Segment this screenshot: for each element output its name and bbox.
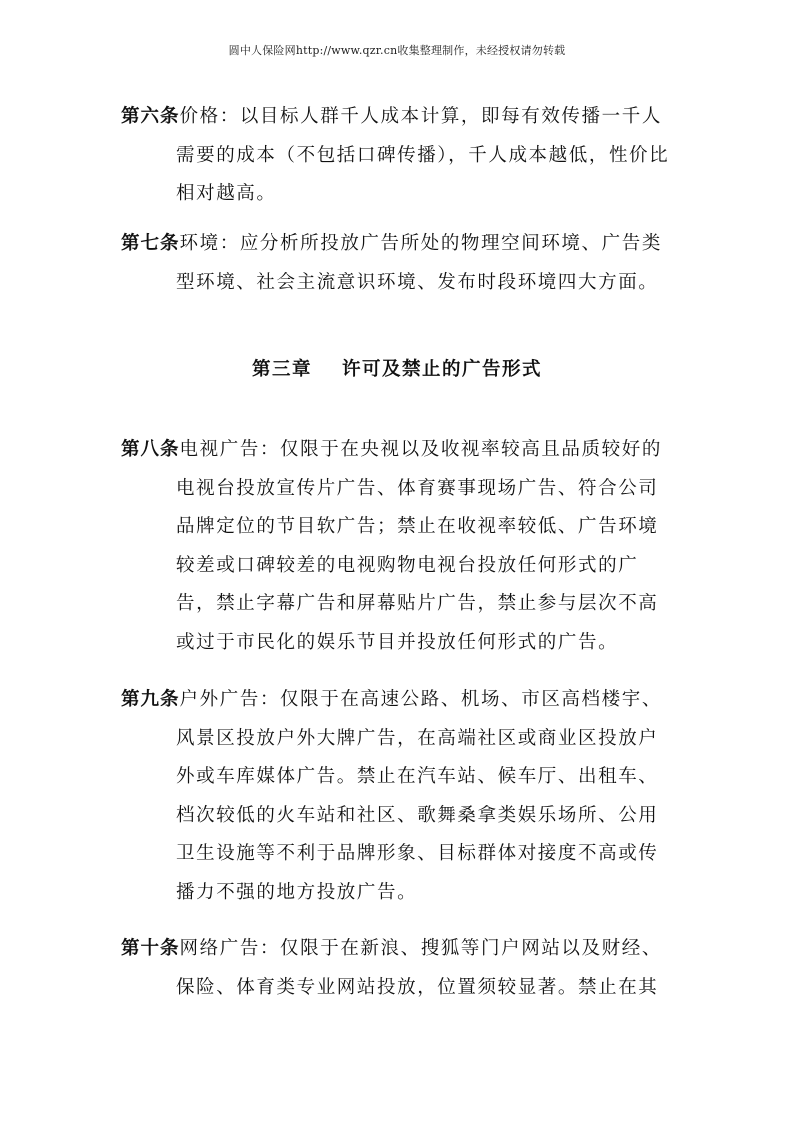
article-line: 相对越高。 xyxy=(176,183,277,204)
article-line xyxy=(121,681,677,720)
article-line xyxy=(121,225,677,264)
article-line: 播力不强的地方投放广告。 xyxy=(176,881,418,903)
article-10 xyxy=(121,930,677,1007)
article-line: 较差或口碑较差的电视购物电视台投放任何形式的广 xyxy=(176,554,639,576)
article-line: 外或车库媒体广告。禁止在汽车站、候车厅、出租车、 xyxy=(176,766,659,787)
article-line xyxy=(121,930,677,969)
article-line: 风景区投放户外大牌广告，在高端社区或商业区投放户 xyxy=(176,727,659,749)
article-line: 型环境、社会主流意识环境、发布时段环境四大方面。 xyxy=(176,271,659,293)
article-text: 户外广告：仅限于在高速公路、机场、市区高档楼宇、 xyxy=(179,689,662,710)
chapter-title: 许可及禁止的广告形式 xyxy=(342,359,543,380)
article-6 xyxy=(121,98,677,214)
article-line: 卫生设施等不利于品牌形象、目标群体对接度不高或传 xyxy=(176,843,659,864)
article-text: 网络广告：仅限于在新浪、搜狐等门户网站以及财经、 xyxy=(179,938,662,959)
article-label: 第六条 xyxy=(121,106,180,127)
article-label: 第九条 xyxy=(121,689,180,710)
article-7 xyxy=(121,225,677,302)
article-line: 保险、体育类专业网站投放，位置须较显著。禁止在其 xyxy=(176,976,659,998)
article-line: 电视台投放宣传片广告、体育赛事现场广告、符合公司 xyxy=(176,477,659,499)
chapter-number: 第三章 xyxy=(251,359,312,380)
article-line: 品牌定位的节目软广告；禁止在收视率较低、广告环境 xyxy=(176,516,659,537)
article-9 xyxy=(121,681,677,912)
article-text: 电视广告：仅限于在央视以及收视率较高且品质较好的 xyxy=(179,439,662,460)
article-line: 档次较低的火车站和社区、歌舞桑拿类娱乐场所、公用 xyxy=(176,804,659,826)
article-line: 告，禁止字幕广告和屏幕贴片广告，禁止参与层次不高 xyxy=(176,593,659,614)
article-text: 价格：以目标人群千人成本计算，即每有效传播一千人 xyxy=(179,106,662,127)
article-line xyxy=(121,98,677,137)
article-label: 第八条 xyxy=(121,439,180,460)
article-line: 或过于市民化的娱乐节目并投放任何形式的广告。 xyxy=(176,631,619,653)
article-8 xyxy=(121,431,677,662)
article-line: 需要的成本（不包括口碑传播），千人成本越低，性价比 xyxy=(176,144,670,166)
page-header: 圆中人保险网http://www.qzr.cn收集整理制作，未经授权请勿转载 xyxy=(228,44,566,57)
article-label: 第七条 xyxy=(121,233,180,254)
article-label: 第十条 xyxy=(121,938,180,959)
article-line xyxy=(121,431,677,470)
chapter-heading xyxy=(0,355,794,381)
article-text: 环境：应分析所投放广告所处的物理空间环境、广告类 xyxy=(179,233,662,254)
